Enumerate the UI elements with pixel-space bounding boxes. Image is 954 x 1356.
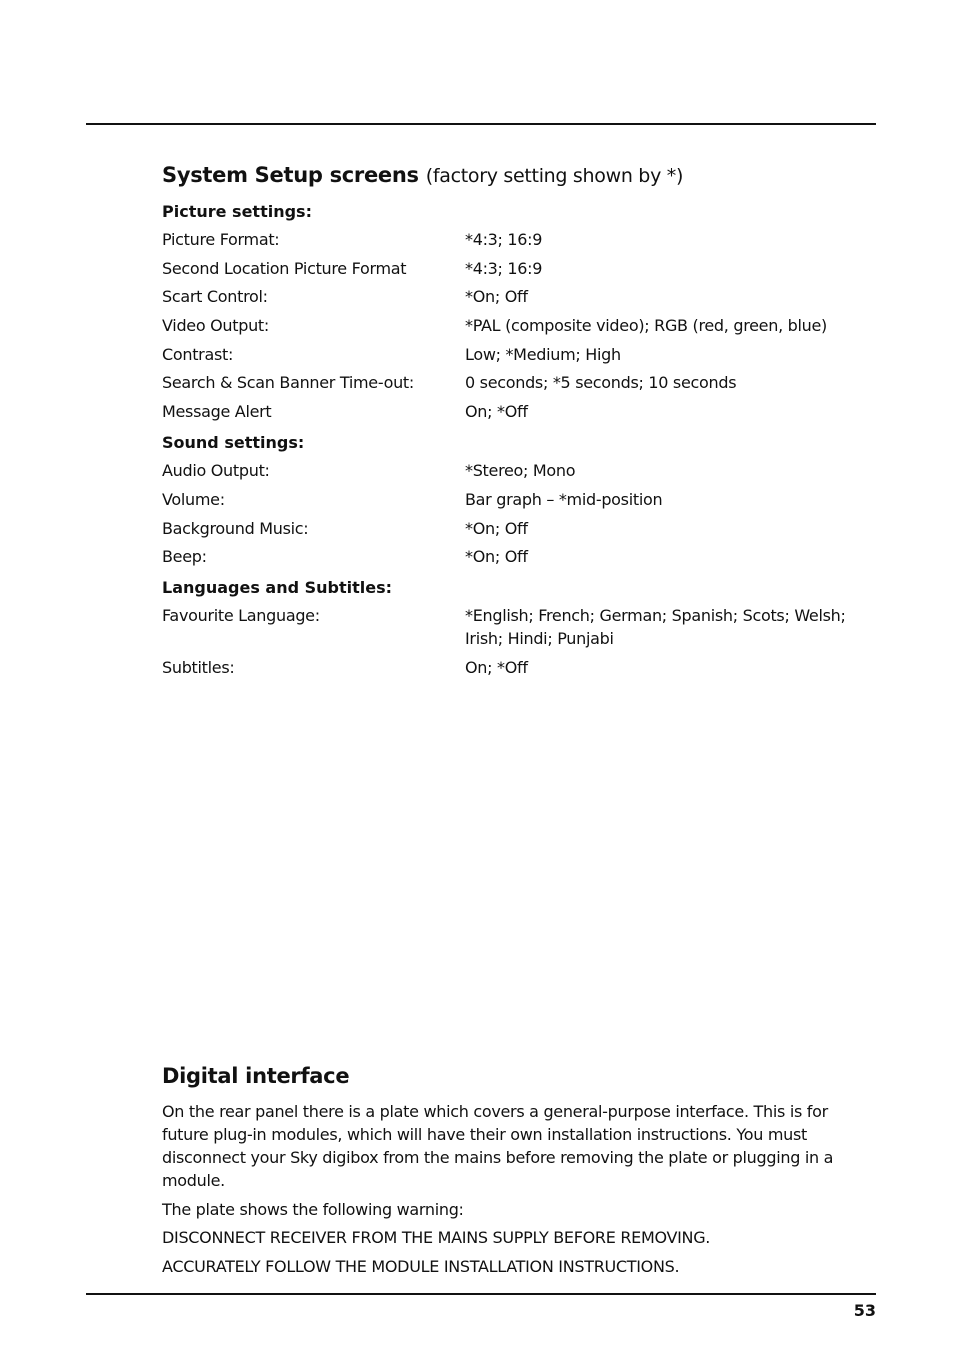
system-setup-section [162, 160, 876, 685]
setting-label: Scart Control: [162, 287, 268, 307]
settings-row [162, 604, 876, 650]
setting-value: Bar graph – *mid-position [465, 489, 663, 509]
page-number: 53 [853, 1301, 876, 1320]
system-setup-subtitle: (factory setting shown by *) [425, 165, 684, 187]
settings-row [162, 545, 876, 568]
settings-row [162, 228, 876, 251]
settings-row [162, 371, 876, 394]
setting-label: Video Output: [162, 316, 269, 336]
setting-label: Contrast: [162, 344, 234, 364]
setting-value: On; *Off [465, 657, 528, 677]
setting-label: Volume: [162, 489, 225, 509]
picture-settings-heading: Picture settings: [162, 202, 312, 221]
top-rule [86, 123, 876, 125]
system-setup-title: System Setup screens [162, 163, 419, 187]
setting-label: Favourite Language: [162, 606, 320, 626]
setting-value: *PAL (composite video); RGB (red, green, blue) [465, 316, 827, 336]
warning-line: ACCURATELY FOLLOW THE MODULE INSTALLATION INSTRUCTIONS. [162, 1256, 680, 1276]
system-setup-heading [162, 160, 876, 191]
bottom-rule [86, 1293, 876, 1295]
setting-value: 0 seconds; *5 seconds; 10 seconds [465, 373, 737, 393]
setting-value: *On; Off [465, 287, 528, 307]
setting-label: Subtitles: [162, 657, 235, 677]
setting-label: Audio Output: [162, 461, 270, 481]
setting-value: *4:3; 16:9 [465, 230, 543, 249]
settings-row [162, 656, 876, 679]
setting-value: *On; Off [465, 518, 528, 538]
digital-interface-title: Digital interface [162, 1064, 350, 1088]
settings-row [162, 517, 876, 540]
settings-row [162, 459, 876, 482]
digital-interface-section [162, 1061, 876, 1283]
settings-row [162, 257, 876, 280]
settings-row [162, 343, 876, 366]
setting-value: *Stereo; Mono [465, 461, 576, 481]
setting-value: *English; French; German; Spanish; Scots; Welsh; Irish; Hindi; Punjabi [465, 606, 846, 649]
setting-value: Low; *Medium; High [465, 344, 621, 364]
setting-value: *4:3; 16:9 [465, 258, 543, 278]
setting-label: Picture Format: [162, 230, 280, 249]
body-paragraph: On the rear panel there is a plate which covers a general-purpose interface. This is for future plug-in modules, which will have their own installation instructions. You must disconnect your Sky digibox from the mains before removing the plate or plugging in a module. [162, 1102, 834, 1190]
setting-label: Message Alert [162, 402, 272, 422]
settings-row [162, 285, 876, 308]
setting-value: On; *Off [465, 402, 528, 422]
sound-settings-heading: Sound settings: [162, 433, 305, 453]
body-paragraph: The plate shows the following warning: [162, 1199, 464, 1219]
languages-subtitles-heading: Languages and Subtitles: [162, 578, 393, 598]
setting-label: Search & Scan Banner Time-out: [162, 373, 414, 393]
settings-row [162, 488, 876, 511]
setting-label: Second Location Picture Format [162, 258, 407, 278]
settings-row [162, 400, 876, 423]
setting-label: Beep: [162, 547, 207, 567]
settings-row [162, 314, 876, 337]
setting-value: *On; Off [465, 547, 528, 567]
warning-line: DISCONNECT RECEIVER FROM THE MAINS SUPPLY BEFORE REMOVING. [162, 1228, 711, 1247]
setting-label: Background Music: [162, 518, 309, 538]
